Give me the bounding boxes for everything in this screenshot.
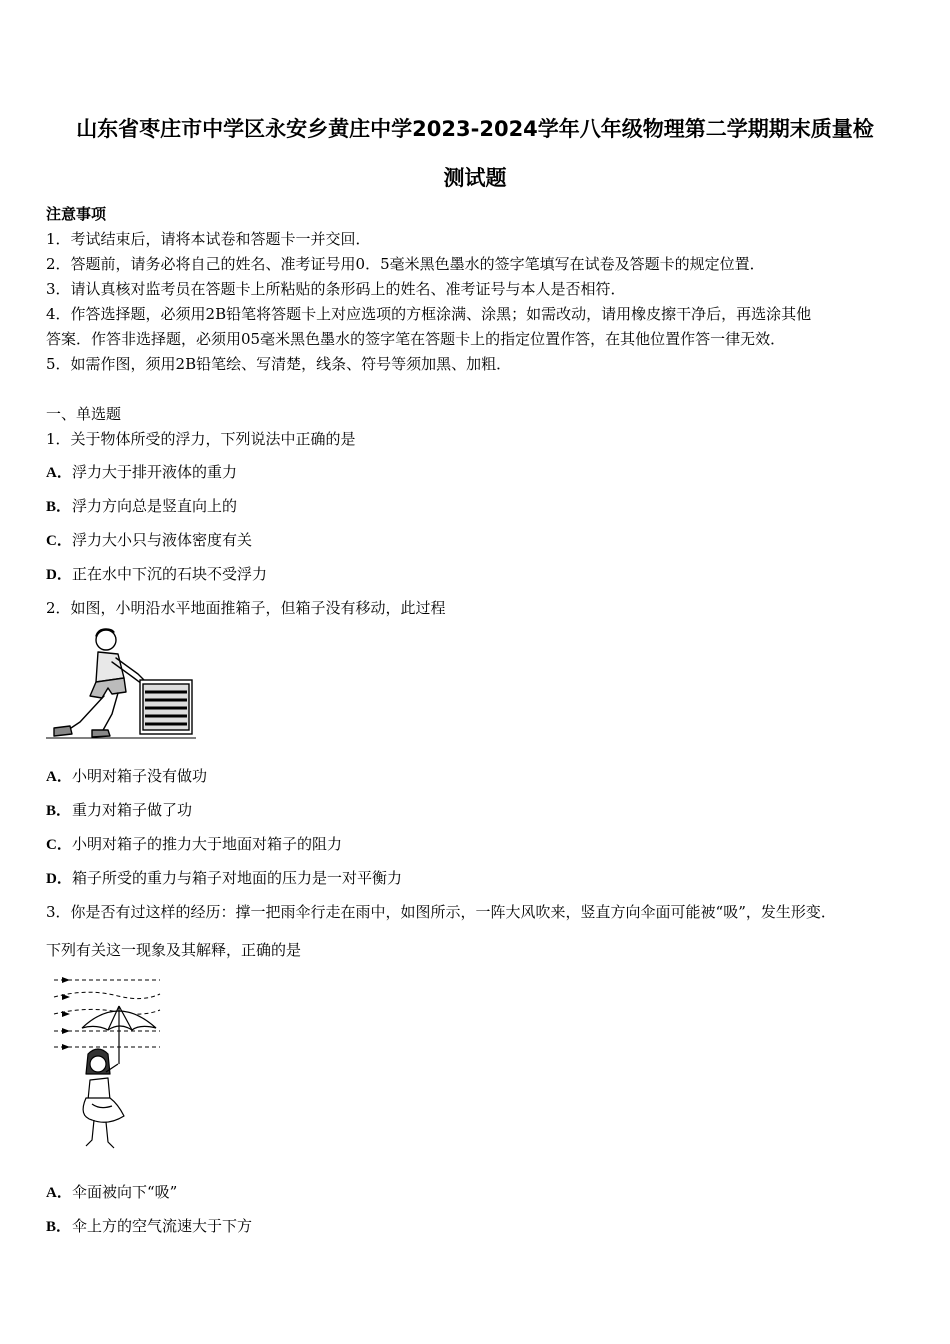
question-2-option-d xyxy=(46,867,402,888)
notice-item: 2．答题前，请务必将自己的姓名、准考证号用0．5毫米黑色墨水的签字笔填写在试卷及答题卡的规定位置． xyxy=(46,255,765,273)
option-text: 小明对箱子的推力大于地面对箱子的阻力 xyxy=(72,835,343,853)
question-1-option-b xyxy=(46,495,237,516)
option-text: 重力对箱子做了功 xyxy=(72,801,193,819)
option-text: 浮力大于排开液体的重力 xyxy=(72,463,238,481)
option-text: 伞上方的空气流速大于下方 xyxy=(72,1217,253,1235)
question-3-option-a xyxy=(46,1181,177,1202)
question-1-option-d xyxy=(46,563,267,584)
question-3-option-b xyxy=(46,1215,252,1236)
question-2-option-b xyxy=(46,799,192,820)
option-letter: B． xyxy=(46,803,72,819)
option-letter: B． xyxy=(46,1219,72,1235)
option-letter: B． xyxy=(46,499,72,515)
option-letter: C． xyxy=(46,837,72,853)
notice-item: 答案．作答非选择题，必须用05毫米黑色墨水的签字笔在答题卡上的指定位置作答，在其他位置作答一律无效． xyxy=(46,330,786,348)
question-1-stem: 1．关于物体所受的浮力，下列说法中正确的是 xyxy=(46,430,356,448)
exam-title-line-1: 山东省枣庄市中学区永安乡黄庄中学2023-2024学年八年级物理第二学期期末质量检 xyxy=(76,117,874,141)
notice-item: 3．请认真核对监考员在答题卡上所粘贴的条形码上的姓名、准考证号与本人是否相符． xyxy=(46,280,626,298)
option-letter: A． xyxy=(46,769,72,785)
question-3-stem-line-2: 下列有关这一现象及其解释，正确的是 xyxy=(46,941,302,959)
question-2-stem: 2．如图，小明沿水平地面推箱子，但箱子没有移动，此过程 xyxy=(46,599,446,617)
exam-title-line-2: 测试题 xyxy=(443,166,507,190)
option-letter: A． xyxy=(46,1185,72,1201)
notice-heading: 注意事项 xyxy=(46,205,107,223)
option-text: 伞面被向下“吸” xyxy=(72,1183,178,1201)
umbrella-in-wind-figure xyxy=(48,970,168,1156)
option-letter: D． xyxy=(46,567,72,583)
boy-pushing-box-figure xyxy=(46,626,198,741)
question-1-option-a xyxy=(46,461,237,482)
option-text: 浮力大小只与液体密度有关 xyxy=(72,531,253,549)
option-text: 正在水中下沉的石块不受浮力 xyxy=(72,565,268,583)
section-heading: 一、单选题 xyxy=(46,405,122,423)
notice-item: 5．如需作图，须用2B铅笔绘、写清楚，线条、符号等须加黑、加粗． xyxy=(46,355,512,373)
notice-item: 1．考试结束后，请将本试卷和答题卡一并交回． xyxy=(46,230,371,248)
question-3-stem-line-1: 3．你是否有过这样的经历：撑一把雨伞行走在雨中，如图所示，一阵大风吹来，竖直方向伞面可能被“吸”，发生形变． xyxy=(46,903,836,921)
option-text: 浮力方向总是竖直向上的 xyxy=(72,497,238,515)
option-text: 小明对箱子没有做功 xyxy=(72,767,208,785)
option-letter: C． xyxy=(46,533,72,549)
option-letter: A． xyxy=(46,465,72,481)
option-letter: D． xyxy=(46,871,72,887)
question-2-option-c xyxy=(46,833,342,854)
notice-item: 4．作答选择题，必须用2B铅笔将答题卡上对应选项的方框涂满、涂黑；如需改动，请用橡皮擦干净后，再选涂其他 xyxy=(46,305,812,323)
question-1-option-c xyxy=(46,529,252,550)
question-2-option-a xyxy=(46,765,207,786)
option-text: 箱子所受的重力与箱子对地面的压力是一对平衡力 xyxy=(72,869,403,887)
